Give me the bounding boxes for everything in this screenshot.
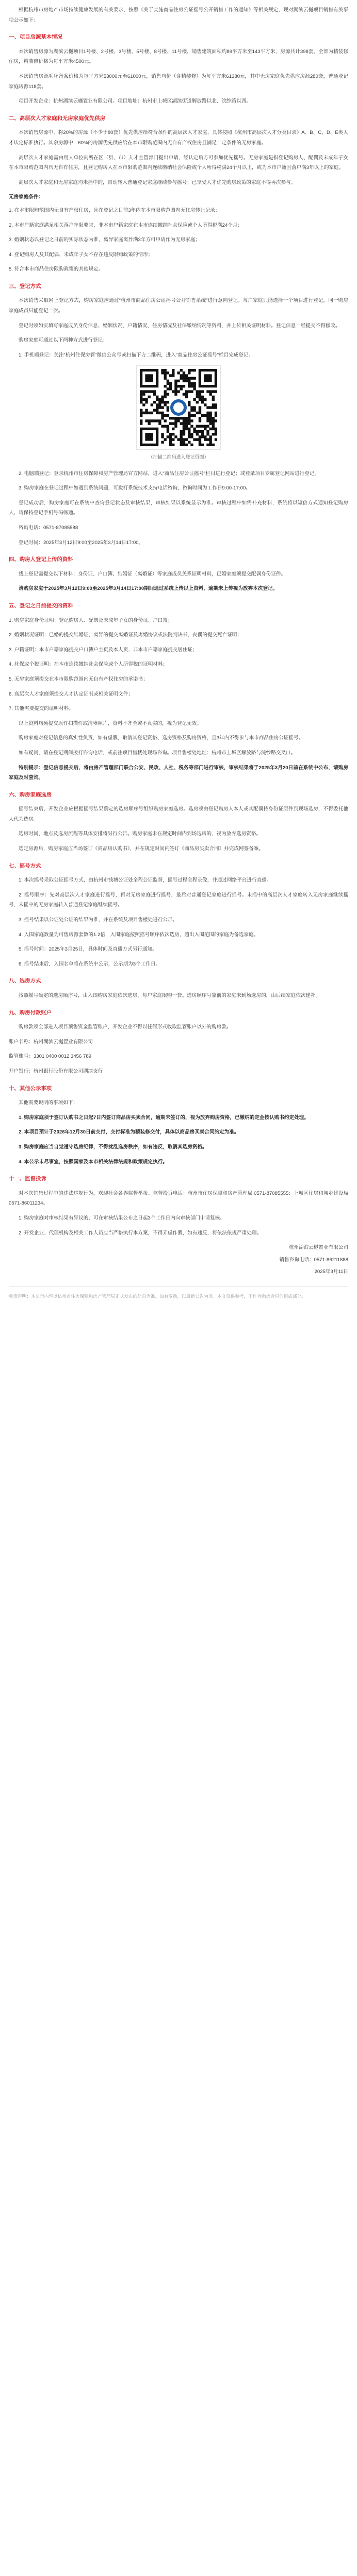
paragraph: 高层次人才家庭需由用人单位向所在区（县、市）人才主管部门提出申请，经认定后方可参加优先摇号。无房家庭是指登记购房人、配偶及未成年子女在本市限购范围内均无自有住房，且登记购房人在本市限购范围内连续缴纳社会保险或个人所得税满24个月以上，或为本市户籍且落户满3年以上的家庭。 (9, 155, 348, 171)
paragraph: 购房款须全部进入项目预售资金监管账户，开发企业不得以任何形式收取监管账户以外的购房款。 (19, 1024, 232, 1030)
paragraph: 本次销售房源中，将20%的房源（不少于80套）优先供应给符合条件的高层次人才家庭，具体按照《杭州市高层次人才分类目录》A、B、C、D、E类人才认定标准执行。其余房源中，60%的房源优先供应给在本市限购范围内无自有产权住房且满足一定条件的无房家庭。 (9, 130, 348, 146)
signature-date: 2025年3月11日 (314, 1269, 348, 1275)
signature-company: 杭州湖滨云樾置业有限公司 (288, 1245, 348, 1251)
paragraph: 对本次销售过程中的违法违规行为，欢迎社会各界监督举报。监督投诉电话：杭州市住房保障和房产管理局 0571-87085555；上城区住房和城乡建设局 0571-86011234。 (9, 1190, 348, 1207)
paragraph: 购房家庭可通过以下两种方式进行登记： (19, 337, 108, 344)
account-name: 账户名称：杭州湖滨云樾置业有限公司 (9, 1039, 93, 1045)
intro-paragraph: 根据杭州市房地产市场持续健康发展的有关要求，按照《关于实施商品住房公证摇号公开销售工作的通知》等相关规定，现对湖滨云樾项目销售有关事项公示如下： (9, 7, 348, 23)
paragraph: 如有疑问，请在登记期间拨打咨询电话，或前往项目售楼处现场咨询。项目售楼处地址：杭州市上城区解放路与浣纱路交叉口。 (19, 750, 296, 756)
list-item: 3. 婚姻状态以登记之日前的实际状态为准，离异家庭离异满3年方可申请作为无房家庭； (9, 237, 200, 243)
list-item: 3. 购房家庭应当自觉遵守选房纪律，不得扰乱选房秩序，如有违反，取消其选房资格。 (19, 1144, 207, 1150)
list-item: 1. 购房家庭须于签订认购书之日起7日内签订商品房买卖合同，逾期未签订的，视为放弃购房资格，已缴纳的定金按认购书约定处理。 (19, 1114, 309, 1121)
paragraph: 本次销售房源为湖滨云樾项目1号楼、2号楼、3号楼、5号楼、8号楼、11号楼，销售建筑面积约89平方米至143平方米，房源共计398套，全部为精装修住房，精装修价格为每平方米4500元。 (9, 48, 348, 65)
list-item: 5. 无房家庭须提交在本市限购范围内无自有产权住房的承诺书； (9, 676, 148, 682)
list-item: 1. 购房家庭身份证明：登记购房人、配偶及未成年子女的身份证、户口簿； (9, 617, 173, 623)
paragraph: 本次销售房源毛坯备案价格为每平方米53000元至61000元，销售均价（含精装修）为每平方米61380元，其中无房家庭优先供应房源280套，普通登记家庭房源118套。 (9, 73, 348, 90)
paragraph: 高层次人才家庭和无房家庭均未摇中的，自动转入普通登记家庭继续参与摇号；已享受人才优先购房政策的家庭不得再次参与。 (19, 179, 296, 185)
list-item: 2. 本市户籍家庭满足相关落户年限要求，非本市户籍家庭在本市连续缴纳社会保险或个人所得税满24个月； (9, 222, 243, 228)
section-title-11: 十一、监督投诉 (9, 1176, 46, 1182)
list-item: 4. 登记购房人及其配偶、未成年子女不存在违反限购政策的情形； (9, 251, 153, 258)
highlight-paragraph: 请购房家庭于2025年3月12日9:00至2025年3月14日17:00期间通过系统上传以上资料，逾期未上传视为放弃本次登记。 (19, 586, 278, 592)
paragraph: 1. 手机端登记：关注“杭州住保房管”微信公众号或扫描下方二维码，进入“商品住房公证摇号”栏目完成登记。 (19, 352, 254, 358)
qr-code-block (9, 365, 348, 450)
highlight-paragraph: 特别提示：登记信息提交后，将由房产管理部门联合公安、民政、人社、税务等部门进行审核，审核结果将于2025年3月20日前在系统中公布，请购房家庭及时查询。 (9, 765, 348, 781)
paragraph: 2. 摇号顺序：先对高层次人才家庭进行摇号，再对无房家庭进行摇号，最后对普通登记家庭进行摇号。未摇中的高层次人才家庭转入无房家庭继续摇号，未摇中的无房家庭转入普通登记家庭继续摇号。 (9, 892, 348, 908)
section-title-7: 七、摇号方式 (9, 863, 41, 869)
section-title-8: 八、选房方式 (9, 978, 41, 985)
registration-period: 登记时间：2025年3月12日9:00至2025年3月14日17:00。 (19, 539, 144, 546)
list-item: 4. 本公示未尽事宜，按照国家及本市相关法律法规和政策规定执行。 (19, 1159, 168, 1165)
paragraph: 登记成功后，购房家庭可在系统中查询登记状态及审核结果，审核结果以系统显示为准。审核过程中如需补充材料，系统将以短信方式通知登记购房人，请保持登记手机号码畅通。 (9, 500, 348, 516)
divider (9, 1286, 348, 1287)
paragraph: 项目开发企业：杭州湖滨云樾置业有限公司。项目地址：杭州市上城区湖滨街道解放路以北、浣纱路以西。 (19, 98, 251, 105)
section-title-5: 五、登记之日前提交的资料 (9, 603, 73, 609)
consult-phone: 咨询电话：0571-87085588 (19, 525, 78, 531)
list-item: 2. 婚姻状况证明：已婚的提交结婚证，离异的提交离婚证及离婚协议或法院判决书，丧偶的提交死亡证明； (9, 632, 242, 638)
section-title-2: 二、高层次人才家庭和无房家庭优先供房 (9, 115, 106, 122)
list-item: 5. 符合本市商品住房限购政策的其他规定。 (9, 266, 104, 273)
signature-phone: 销售咨询电话：0571-86211888 (279, 1257, 348, 1263)
list-item: 1. 在本市限购范围内无自有产权住房，且在登记之日前3年内在本市限购范围内无住房转让记录； (9, 207, 220, 213)
subheading-no-house: 无房家庭条件： (9, 194, 44, 200)
paragraph: 按照摇号确定的选房顺序号，由入围购房家庭依次选房，每户家庭限购一套。选房顺序号靠前的家庭未到场选房的，由后续家庭依次递补。 (19, 993, 321, 998)
list-item: 3. 户籍证明：本市户籍家庭提交户口簿户主页及本人页，非本市户籍家庭提交居住证； (9, 647, 198, 653)
list-item: 7. 其他需要提交的证明材料。 (9, 706, 74, 712)
qr-code-image[interactable] (136, 365, 221, 450)
qr-caption: （扫描二维码进入登记页面） (148, 454, 209, 460)
paragraph: 6. 摇号结束后，入围名单将在系统中公示，公示期为3个工作日。 (19, 961, 161, 967)
paragraph: 选定房源后，购房家庭应当场签订《商品房认购书》，并在规定时间内签订《商品房买卖合同》并完成网签备案。 (19, 846, 264, 852)
paragraph: 线上登记需提交以下材料：身份证、户口簿、结婚证（离婚证）等家庭成员关系证明材料，已婚家庭须提交配偶身份证件。 (19, 571, 286, 577)
section-title-3: 三、登记方式 (9, 283, 41, 290)
section-title-4: 四、购房人登记上传的资料 (9, 557, 73, 563)
paragraph: 3. 购房家庭在登记过程中如遇到系统问题，可拨打系统技术支持电话咨询，咨询时间为工作日9:00-17:00。 (19, 485, 251, 492)
paragraph: 以上资料均须提交原件扫描件或清晰照片，资料不齐全或不真实的，视为登记无效。 (19, 720, 202, 726)
paragraph: 购房家庭对登记信息的真实性负责，如有虚假，取消其登记资格、选房资格及购房资格，且3年内不得参与本市商品住房公证摇号。 (19, 735, 304, 741)
paragraph: 选房时间、地点及选房流程等具体安排将另行公告。购房家庭未在规定时间内到场选房的，视为放弃选房资格。 (19, 831, 262, 837)
qr-code-icon (140, 369, 217, 446)
section-title-9: 九、购房付款账户 (9, 1010, 52, 1016)
paragraph: 4. 入围家庭数量为可售房源套数的1.2倍，入围家庭按照摇号顺序依次选房，超出入围范围的家庭为备选家庭。 (19, 931, 259, 938)
paragraph: 3. 摇号结果以公证处公证的结果为准，并在系统及项目售楼处进行公示。 (19, 917, 178, 923)
section-title-6: 六、购房家庭选房 (9, 792, 52, 798)
paragraph: 登记时须如实填写家庭成员身份信息、婚姻状况、户籍情况、住房情况及社保缴纳情况等资料，并上传相关证明材料。登记信息一经提交不得修改。 (19, 323, 340, 329)
section-title-10: 十、其他公示事项 (9, 1086, 52, 1092)
paragraph: 其他需要说明的事项如下： (19, 1100, 78, 1106)
paragraph: 1. 本次摇号采取公证摇号方式，由杭州市钱塘公证处全程公证监督，摇号过程全程录像，并通过网络平台进行直播。 (19, 877, 272, 884)
list-item: 6. 高层次人才家庭须提交人才认定证书或相关证明文件； (9, 691, 133, 697)
list-item: 4. 社保或个税证明：在本市连续缴纳社会保险或个人所得税的证明材料； (9, 662, 168, 668)
account-bank: 开户银行：杭州银行股份有限公司湖滨支行 (9, 1068, 103, 1074)
paragraph: 摇号结束后，开发企业应根据摇号结果确定的选房顺序号组织购房家庭选房。选房须由登记购房人本人或其配偶持身份证原件到现场选房，不得委托他人代为选房。 (9, 806, 348, 822)
account-number: 监管账号：3301 0400 0012 3456 789 (9, 1054, 92, 1060)
paragraph: 1. 购房家庭对审核结果有异议的，可在审核结果公布之日起3个工作日内向审核部门申请复核。 (19, 1215, 225, 1221)
footnote: 免责声明：本公示内容以杭州市住房保障和房产管理局正式发布的信息为准，如有变动，以最新公告为准。本文仅供参考，不作为购房合同的组成部分。 (9, 1293, 306, 1299)
section-title-1: 一、项目房源基本情况 (9, 35, 62, 41)
paragraph: 2. 电脑端登记：登录杭州市住房保障和房产管理局官方网站，进入“商品住房公证摇号”栏目进行登记；或登录项目专属登记网站进行登记。 (19, 470, 320, 477)
paragraph: 2. 开发企业、代理机构及相关工作人员应当严格执行本方案，不得弄虚作假，如有违反，将依法依规严肃处理。 (19, 1230, 262, 1236)
list-item: 2. 本项目预计于2026年12月30日前交付，交付标准为精装修交付，具体以商品房买卖合同约定为准。 (19, 1129, 239, 1136)
paragraph: 5. 摇号时间：2025年3月25日，具体时间及直播方式另行通知。 (19, 946, 157, 953)
paragraph: 本次销售采取网上登记方式，购房家庭应通过“杭州市商品住房公证摇号公开销售系统”进行意向登记。每户家庭只能选择一个项目进行登记，同一购房家庭成员只能登记一次。 (9, 298, 348, 314)
